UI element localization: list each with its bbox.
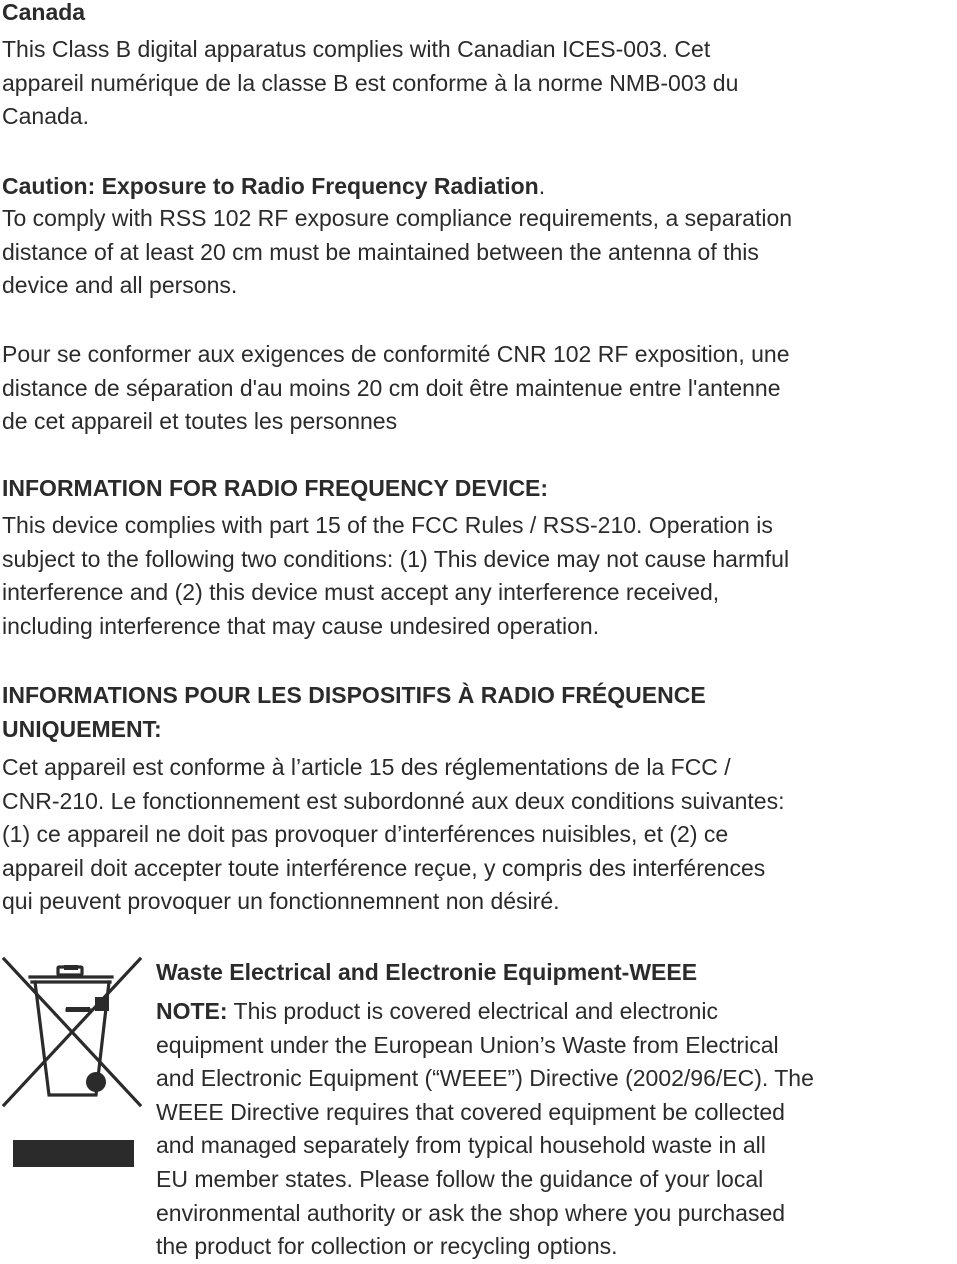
crossed-out-wheelie-bin-icon xyxy=(0,955,145,1170)
canada-line: Canada. xyxy=(2,103,89,130)
info-rf-fr-line: qui peuvent provoquer un fonctionnemnent non désiré. xyxy=(2,888,560,915)
canada-line: This Class B digital apparatus complies with Canadian ICES-003. Cet xyxy=(2,36,711,62)
weee-section-body xyxy=(156,995,956,1264)
info-rf-heading: INFORMATION FOR RADIO FREQUENCY DEVICE: xyxy=(2,475,549,501)
caution-fr-line: de cet appareil et toutes les personnes xyxy=(2,408,398,435)
info-rf-fr-line: CNR-210. Le fonctionnement est subordonné aux deux conditions suivantes: xyxy=(2,787,785,814)
weee-section-title xyxy=(156,957,956,987)
caution-fr-section-body xyxy=(2,338,957,439)
info-rf-fr-section-body xyxy=(2,751,957,919)
info-rf-fr-line: appareil doit accepter toute interférence reçue, y compris des interférences xyxy=(2,854,766,881)
canada-heading: Canada xyxy=(2,0,86,25)
weee-line: environmental authority or ask the shop where you purchased xyxy=(156,1199,786,1226)
caution-fr-line: distance de séparation d'au moins 20 cm doit être maintenue entre l'antenne xyxy=(2,374,781,401)
weee-line: and Electronic Equipment (“WEEE”) Directive (2002/96/EC). The xyxy=(156,1065,814,1092)
info-rf-line: subject to the following two conditions: (1) This device may not cause harmful xyxy=(2,545,790,572)
caution-heading xyxy=(2,171,957,201)
info-rf-fr-line: (1) ce appareil ne doit pas provoquer d’interférences nuisibles, et (2) ce xyxy=(2,821,729,848)
weee-line: the product for collection or recycling options. xyxy=(156,1233,618,1260)
weee-line: WEEE Directive requires that covered equipment be collected xyxy=(156,1098,785,1125)
info-rf-line: including interference that may cause undesired operation. xyxy=(2,612,600,639)
caution-fr-line: Pour se conformer aux exigences de conformité CNR 102 RF exposition, une xyxy=(2,341,790,367)
info-rf-fr-heading-line: INFORMATIONS POUR LES DISPOSITIFS À RADIO FRÉQUENCE xyxy=(2,682,706,708)
info-rf-fr-line: Cet appareil est conforme à l’article 15 des réglementations de la FCC / xyxy=(2,754,731,780)
weee-line: equipment under the European Union’s Waste from Electrical xyxy=(156,1031,779,1058)
info-rf-section-body xyxy=(2,509,957,643)
info-rf-fr-section-title xyxy=(2,678,957,746)
canada-section-title xyxy=(2,0,957,27)
info-rf-line: This device complies with part 15 of the FCC Rules / RSS-210. Operation is xyxy=(2,512,773,538)
canada-line: appareil numérique de la classe B est conforme à la norme NMB-003 du xyxy=(2,69,739,96)
caution-line: device and all persons. xyxy=(2,272,238,299)
weee-first-line-text: This product is covered electrical and electronic xyxy=(227,998,719,1024)
caution-section-title xyxy=(2,171,957,201)
caution-line: To comply with RSS 102 RF exposure compliance requirements, a separation xyxy=(2,205,793,231)
weee-line: and managed separately from typical household waste in all xyxy=(156,1132,766,1159)
caution-heading-period: . xyxy=(538,173,546,199)
weee-first-line xyxy=(156,995,956,1029)
weee-line: EU member states. Please follow the guidance of your local xyxy=(156,1165,764,1192)
caution-line: distance of at least 20 cm must be maintained between the antenna of this xyxy=(2,238,759,265)
note-label: NOTE: xyxy=(156,998,228,1024)
info-rf-fr-heading-line: UNIQUEMENT: xyxy=(2,716,162,742)
caution-heading-text: Caution: Exposure to Radio Frequency Radiation xyxy=(2,173,539,199)
info-rf-section-title xyxy=(2,473,957,503)
caution-section-body xyxy=(2,202,957,303)
canada-section-body xyxy=(2,33,957,134)
info-rf-line: interference and (2) this device must accept any interference received, xyxy=(2,579,720,606)
weee-heading: Waste Electrical and Electronie Equipment-WEEE xyxy=(156,959,698,985)
